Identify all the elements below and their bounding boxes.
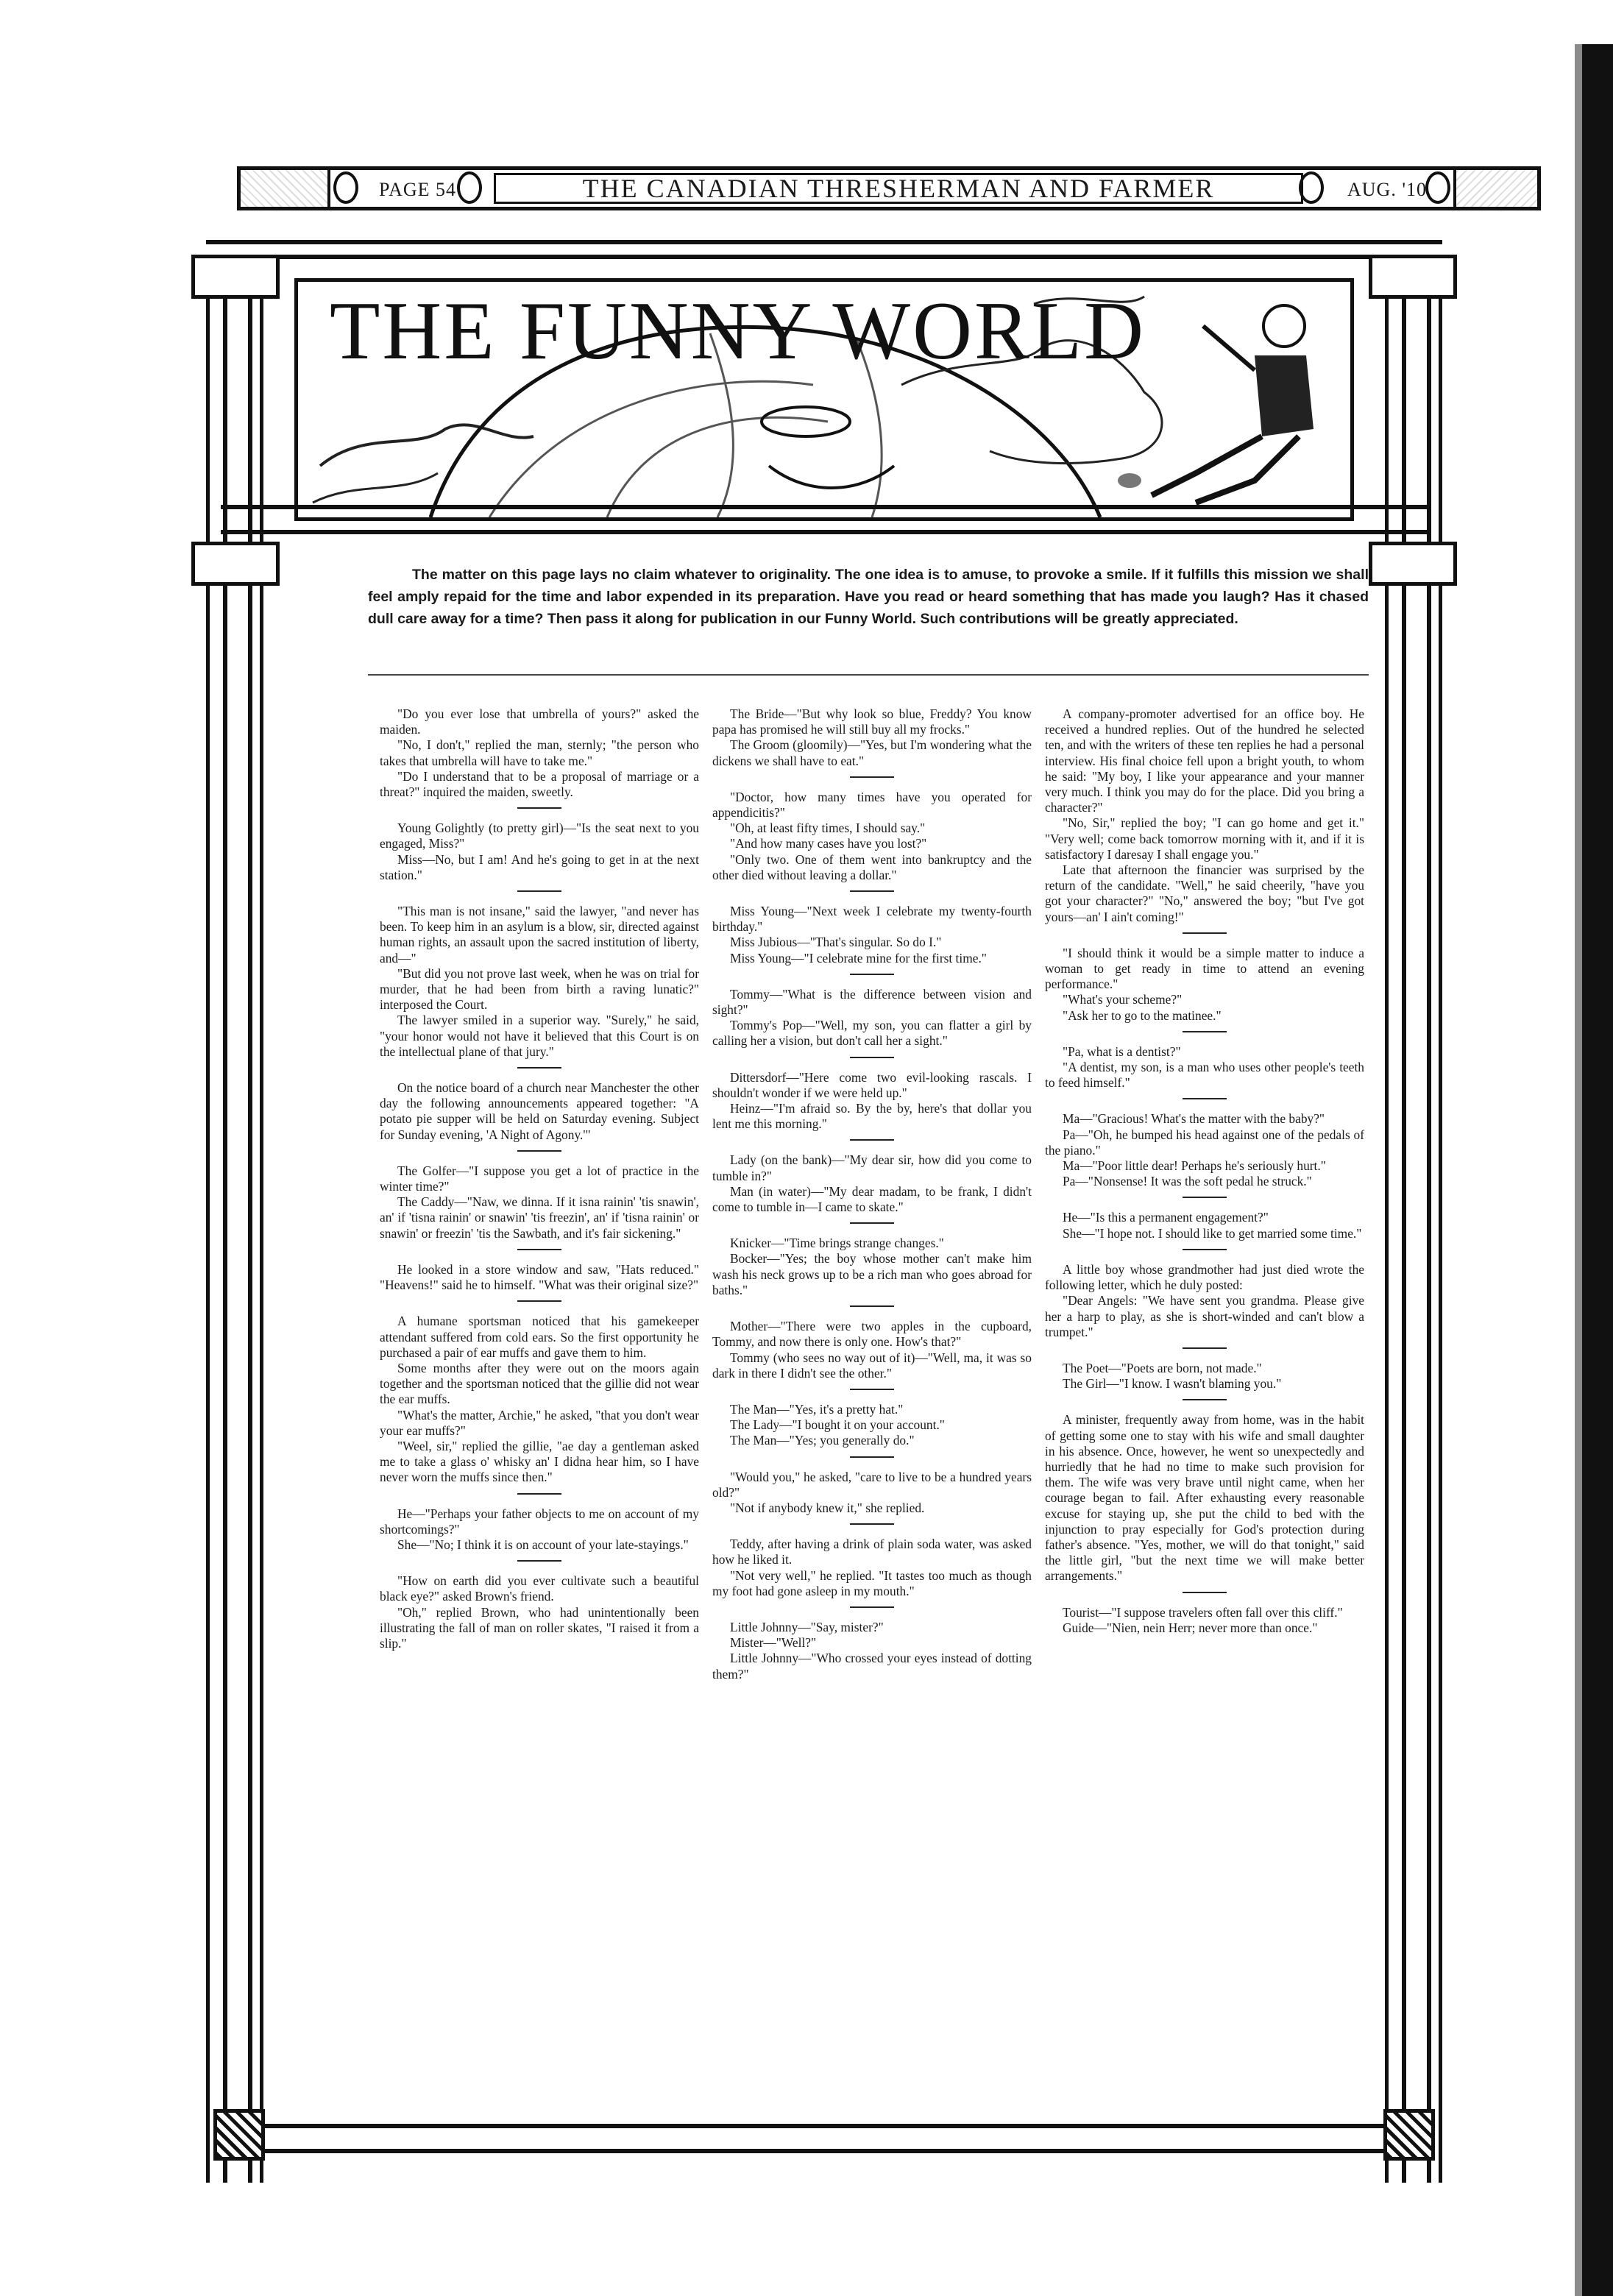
- joke-item: [1045, 1605, 1364, 1636]
- item-separator: [1183, 1197, 1227, 1198]
- joke-item: [380, 706, 699, 800]
- joke-paragraph: "Doctor, how many times have you operated for appendicitis?": [712, 789, 1032, 821]
- joke-paragraph: "A dentist, my son, is a man who uses other people's teeth to feed himself.": [1045, 1060, 1364, 1091]
- joke-paragraph: Pa—"Oh, he bumped his head against one of the pedals of the piano.": [1045, 1127, 1364, 1158]
- joke-paragraph: He—"Is this a permanent engagement?": [1063, 1210, 1269, 1225]
- item-separator: [850, 776, 894, 778]
- joke-item: [1045, 1361, 1364, 1392]
- joke-paragraph: Tommy—"What is the difference between vision and sight?": [712, 986, 1032, 1018]
- item-separator: [1183, 1399, 1227, 1400]
- joke-item: [380, 1506, 699, 1553]
- joke-paragraph: A humane sportsman noticed that his gamekeeper attendant suffered from cold ears. So the first opportunity he purchased a pair of ear muffs and gave them to him.: [380, 1314, 699, 1360]
- figure-arm: [1203, 326, 1255, 370]
- frame-top-bar: [206, 240, 1442, 259]
- joke-paragraph: Tommy's Pop—"Well, my son, you can flatter a girl by calling her a vision, but don't call her a sight.": [712, 1018, 1032, 1049]
- scroll-ornament-icon: [457, 171, 482, 204]
- joke-paragraph: The Caddy—"Naw, we dinna. If it isna rainin' 'tis snawin', an' if 'tisna rainin' or snawin' 'tis freezin', an' if 'tisna rainin' or snawin' or freezin' 'tis the Sawbath, and it's fair sickening.": [380, 1194, 699, 1241]
- intro-divider: [368, 674, 1369, 676]
- right-capital-ornament: [1369, 255, 1457, 299]
- joke-item: [380, 1262, 699, 1293]
- globe-face-eye: [762, 407, 850, 436]
- joke-paragraph: A little boy whose grandmother had just died wrote the following letter, which he duly posted:: [1045, 1261, 1364, 1293]
- joke-paragraph: Young Golightly (to pretty girl)—"Is the seat next to you engaged, Miss?": [380, 821, 699, 851]
- item-separator: [1183, 932, 1227, 934]
- joke-paragraph: Dittersdorf—"Here come two evil-looking rascals. I shouldn't wonder if we were held up.": [712, 1069, 1032, 1100]
- item-separator: [850, 1222, 894, 1224]
- joke-paragraph: Miss—No, but I am! And he's going to get in at the next station.": [380, 851, 699, 882]
- joke-paragraph: He—"Perhaps your father objects to me on account of my shortcomings?": [380, 1506, 699, 1537]
- joke-paragraph: "This man is not insane," said the lawyer, "and never has been. To keep him in an asylum is a blow, sir, directed against human rights, an assault upon the sacred institution of liberty, and—": [380, 904, 699, 965]
- left-header-ornament: [241, 170, 330, 207]
- frame-banner-base: [221, 505, 1428, 534]
- joke-item: [712, 1152, 1032, 1215]
- joke-paragraph: Mother—"There were two apples in the cupboard, Tommy, and now there is only one. How's that?": [712, 1319, 1032, 1350]
- item-separator: [850, 974, 894, 975]
- joke-paragraph: "Dear Angels: "We have sent you grandma. Please give her a harp to play, as she is short-winded and can't blow a trumpet.": [1045, 1293, 1364, 1339]
- item-separator: [850, 1456, 894, 1458]
- joke-paragraph: "Not if anybody knew it," she replied.: [730, 1500, 925, 1515]
- joke-paragraph: "Oh," replied Brown, who had unintentionally been illustrating the fall of man on roller skates, "I raised it from a slip.": [380, 1604, 699, 1651]
- right-corner-ornament: [1383, 2109, 1435, 2161]
- item-separator: [850, 1139, 894, 1141]
- joke-item: [380, 1163, 699, 1241]
- joke-paragraph: "Not very well," he replied. "It tastes too much as though my foot had gone asleep in my mouth.": [712, 1567, 1032, 1598]
- scan-edge-shadow: [1575, 44, 1582, 2296]
- joke-paragraph: "I should think it would be a simple matter to induce a woman to get ready in time to attend an evening performance.": [1045, 945, 1364, 992]
- item-separator: [850, 1305, 894, 1307]
- joke-paragraph: On the notice board of a church near Manchester the other day the following announcements appeared together: "A potato pie supper will be held on Saturday evening. Subject for Sunday evening, 'A Night of Agony.'": [380, 1080, 699, 1142]
- item-separator: [517, 890, 561, 892]
- joke-paragraph: "How on earth did you ever cultivate such a beautiful black eye?" asked Brown's friend.: [380, 1573, 699, 1604]
- joke-paragraph: Tourist—"I suppose travelers often fall over this cliff.": [1063, 1604, 1343, 1620]
- joke-paragraph: "No, Sir," replied the boy; "I can go home and get it." "Very well; come back tomorrow morning with it, and if it is satisfactory I daresay I shall engage you.": [1045, 815, 1364, 862]
- joke-paragraph: The Man—"Yes, it's a pretty hat.": [730, 1401, 904, 1417]
- item-separator: [850, 1057, 894, 1058]
- joke-paragraph: Some months after they were out on the moors again together and the sportsman noticed that the gillie did not wear the ear muffs.: [380, 1360, 699, 1407]
- joke-paragraph: Ma—"Gracious! What's the matter with the baby?": [1063, 1111, 1325, 1127]
- intro-paragraph: The matter on this page lays no claim whatever to originality. The one idea is to amuse, to provoke a smile. If it fulfills this mission we shall feel amply repaid for the time and labor expended in its preparation. Have you read or heard something that has made you laugh? Has it chased dull care away for a time? Then pass it along for publication in our Funny World. Such contributions will be greatly appreciated.: [368, 567, 1369, 627]
- joke-paragraph: "No, I don't," replied the man, sternly; "the person who takes that umbrella will have to take me.": [380, 737, 699, 768]
- joke-paragraph: She—"No; I think it is on account of your late-stayings.": [397, 1537, 689, 1552]
- joke-paragraph: Late that afternoon the financier was surprised by the return of the candidate. "Well," he said cheerily, "have you got your character?" "No," answered the boy; "but I've got yours—an' I ain't coming!": [1045, 862, 1364, 924]
- left-capital-ornament: [191, 255, 280, 299]
- joke-paragraph: The Man—"Yes; you generally do.": [730, 1433, 915, 1448]
- joke-paragraph: Pa—"Nonsense! It was the soft pedal he struck.": [1063, 1174, 1312, 1189]
- item-separator: [850, 1606, 894, 1608]
- joke-item: [380, 821, 699, 883]
- joke-paragraph: Guide—"Nien, nein Herr; never more than once.": [1063, 1620, 1318, 1635]
- joke-paragraph: "Oh, at least fifty times, I should say.": [730, 821, 926, 836]
- joke-item: [380, 1573, 699, 1651]
- joke-paragraph: "And how many cases have you lost?": [730, 836, 927, 851]
- scan-edge: [1582, 44, 1613, 2296]
- joke-paragraph: The Poet—"Poets are born, not made.": [1063, 1360, 1262, 1375]
- joke-paragraph: "What's your scheme?": [1063, 992, 1183, 1007]
- joke-item: [1045, 1044, 1364, 1091]
- joke-paragraph: Man (in water)—"My dear madam, to be frank, I didn't come to tumble in—I came to skate.": [712, 1183, 1032, 1215]
- joke-item: [380, 1080, 699, 1143]
- joke-paragraph: Teddy, after having a drink of plain soda water, was asked how he liked it.: [712, 1537, 1032, 1567]
- joke-paragraph: Little Johnny—"Say, mister?": [730, 1619, 884, 1634]
- scroll-ornament-icon: [333, 171, 358, 204]
- text-column-2: [712, 706, 1032, 1688]
- frame-bottom-bar: [258, 2124, 1391, 2153]
- scroll-ornament-icon: [1425, 171, 1450, 204]
- joke-item: [1045, 946, 1364, 1024]
- joke-paragraph: The Golfer—"I suppose you get a lot of practice in the winter time?": [380, 1163, 699, 1194]
- joke-paragraph: The Lady—"I bought it on your account.": [730, 1417, 945, 1433]
- joke-item: [712, 1070, 1032, 1133]
- item-separator: [517, 1150, 561, 1152]
- item-separator: [517, 1067, 561, 1069]
- joke-paragraph: Mister—"Well?": [730, 1635, 817, 1651]
- joke-item: [380, 904, 699, 1060]
- joke-item: [712, 790, 1032, 883]
- item-separator: [1183, 1347, 1227, 1349]
- joke-paragraph: Heinz—"I'm afraid so. By the by, here's that dollar you lent me this morning.": [712, 1101, 1032, 1132]
- joke-paragraph: Little Johnny—"Who crossed your eyes instead of dotting them?": [712, 1651, 1032, 1682]
- joke-item: [1045, 1111, 1364, 1189]
- joke-paragraph: "Weel, sir," replied the gillie, "ae day a gentleman asked me to take a glass o' whisky an' I didna hear him, so I have never worn the muffs since then.": [380, 1438, 699, 1485]
- text-column-1: [380, 706, 699, 1657]
- joke-paragraph: "Do I understand that to be a proposal of marriage or a threat?" inquired the maiden, sweetly.: [380, 768, 699, 800]
- issue-date: AUG. '10: [1347, 179, 1427, 200]
- item-separator: [517, 807, 561, 809]
- joke-paragraph: Miss Young—"I celebrate mine for the first time.": [730, 950, 987, 965]
- joke-paragraph: The lawyer smiled in a superior way. "Surely," he said, "your honor would not have it believed that this Court is on the intellectual plane of that jury.": [380, 1013, 699, 1059]
- joke-paragraph: "Only two. One of them went into bankruptcy and the other died without leaving a dollar.": [712, 851, 1032, 882]
- joke-paragraph: He looked in a store window and saw, "Hats reduced." "Heavens!" said he to himself. "What was their original size?": [380, 1261, 699, 1293]
- item-separator: [517, 1249, 561, 1250]
- joke-paragraph: The Groom (gloomily)—"Yes, but I'm wondering what the dickens we shall have to eat.": [712, 737, 1032, 768]
- item-separator: [850, 1389, 894, 1390]
- item-separator: [517, 1300, 561, 1302]
- joke-paragraph: A company-promoter advertised for an office boy. He received a hundred replies. Out of the hundred he selected ten, and with the writers of these ten replies he had a personal interview. His final choice fell upon a bright youth, to whom he said: "My boy, I like your appearance and your manner very much. I think you may do for the place. Did you bring a character?": [1045, 706, 1364, 815]
- scroll-ornament-icon: [1299, 171, 1324, 204]
- joke-paragraph: "What's the matter, Archie," he asked, "that you don't wear your ear muffs?": [380, 1407, 699, 1438]
- joke-paragraph: Knicker—"Time brings strange changes.": [730, 1236, 944, 1251]
- joke-item: [712, 987, 1032, 1049]
- figure-jacket: [1255, 355, 1314, 436]
- joke-item: [380, 1314, 699, 1485]
- joke-paragraph: "But did you not prove last week, when he was on trial for murder, that he had been from birth a raving lunatic?" interposed the Court.: [380, 965, 699, 1013]
- joke-paragraph: Miss Jubious—"That's singular. So do I.": [730, 935, 942, 950]
- item-separator: [1183, 1098, 1227, 1099]
- item-separator: [1183, 1249, 1227, 1250]
- joke-item: [712, 1236, 1032, 1298]
- item-separator: [850, 1523, 894, 1525]
- joke-paragraph: Miss Young—"Next week I celebrate my twenty-fourth birthday.": [712, 904, 1032, 935]
- joke-paragraph: "Would you," he asked, "care to live to be a hundred years old?": [712, 1469, 1032, 1500]
- joke-paragraph: A minister, frequently away from home, was in the habit of getting some one to stay with his wife and small daughter in his absence. Once, however, he went so unexpectedly and hurriedly that he had no time to make such provision for them. The wife was very brave until night came, when her courage began to fail. After exhausting every reasonable excuse for staying up, she put the child to bed with the injunction to pray especially for God's protection during father's absence. "Yes, mother, we will do that tonight," said the little girl, "but the next time we will make better arrangements.": [1045, 1412, 1364, 1584]
- joke-item: [712, 904, 1032, 966]
- left-lower-capital-ornament: [191, 542, 280, 586]
- item-separator: [517, 1493, 561, 1495]
- item-separator: [1183, 1031, 1227, 1032]
- joke-paragraph: Tommy (who sees no way out of it)—"Well, ma, it was so dark in there I didn't see the other.": [712, 1350, 1032, 1381]
- joke-item: [712, 1537, 1032, 1599]
- joke-item: [1045, 1262, 1364, 1340]
- joke-paragraph: She—"I hope not. I should like to get married some time.": [1063, 1225, 1362, 1241]
- publication-header: [237, 166, 1541, 210]
- joke-paragraph: The Bride—"But why look so blue, Freddy? You know papa has promised he will still buy all my frocks.": [712, 706, 1032, 737]
- joke-item: [712, 1402, 1032, 1449]
- joke-item: [1045, 1412, 1364, 1584]
- item-separator: [1183, 1592, 1227, 1593]
- joke-item: [1045, 706, 1364, 925]
- left-corner-ornament: [213, 2109, 265, 2161]
- joke-paragraph: "Do you ever lose that umbrella of yours?" asked the maiden.: [380, 706, 699, 737]
- right-header-ornament: [1453, 170, 1537, 207]
- globe-face-smile: [769, 466, 894, 488]
- joke-paragraph: The Girl—"I know. I wasn't blaming you.": [1063, 1376, 1282, 1392]
- figure-head: [1263, 305, 1305, 347]
- publication-title: THE CANADIAN THRESHERMAN AND FARMER: [494, 173, 1303, 204]
- joke-item: [712, 1319, 1032, 1381]
- joke-item: [712, 706, 1032, 769]
- joke-paragraph: Lady (on the bank)—"My dear sir, how did you come to tumble in?": [712, 1152, 1032, 1183]
- item-separator: [850, 890, 894, 892]
- text-column-3: [1045, 706, 1364, 1642]
- joke-paragraph: "Pa, what is a dentist?": [1063, 1044, 1181, 1059]
- joke-paragraph: Ma—"Poor little dear! Perhaps he's seriously hurt.": [1063, 1158, 1326, 1174]
- item-separator: [517, 1560, 561, 1562]
- joke-item: [712, 1620, 1032, 1682]
- joke-paragraph: "Ask her to go to the matinee.": [1063, 1007, 1222, 1023]
- section-title: THE FUNNY WORLD: [330, 286, 1146, 377]
- joke-item: [1045, 1210, 1364, 1241]
- right-lower-capital-ornament: [1369, 542, 1457, 586]
- page-number: PAGE 54: [379, 179, 457, 200]
- joke-paragraph: Bocker—"Yes; the boy whose mother can't make him wash his neck grows up to be a rich man who goes abroad for baths.": [712, 1251, 1032, 1297]
- joke-item: [712, 1470, 1032, 1517]
- egg-shape: [1118, 473, 1141, 488]
